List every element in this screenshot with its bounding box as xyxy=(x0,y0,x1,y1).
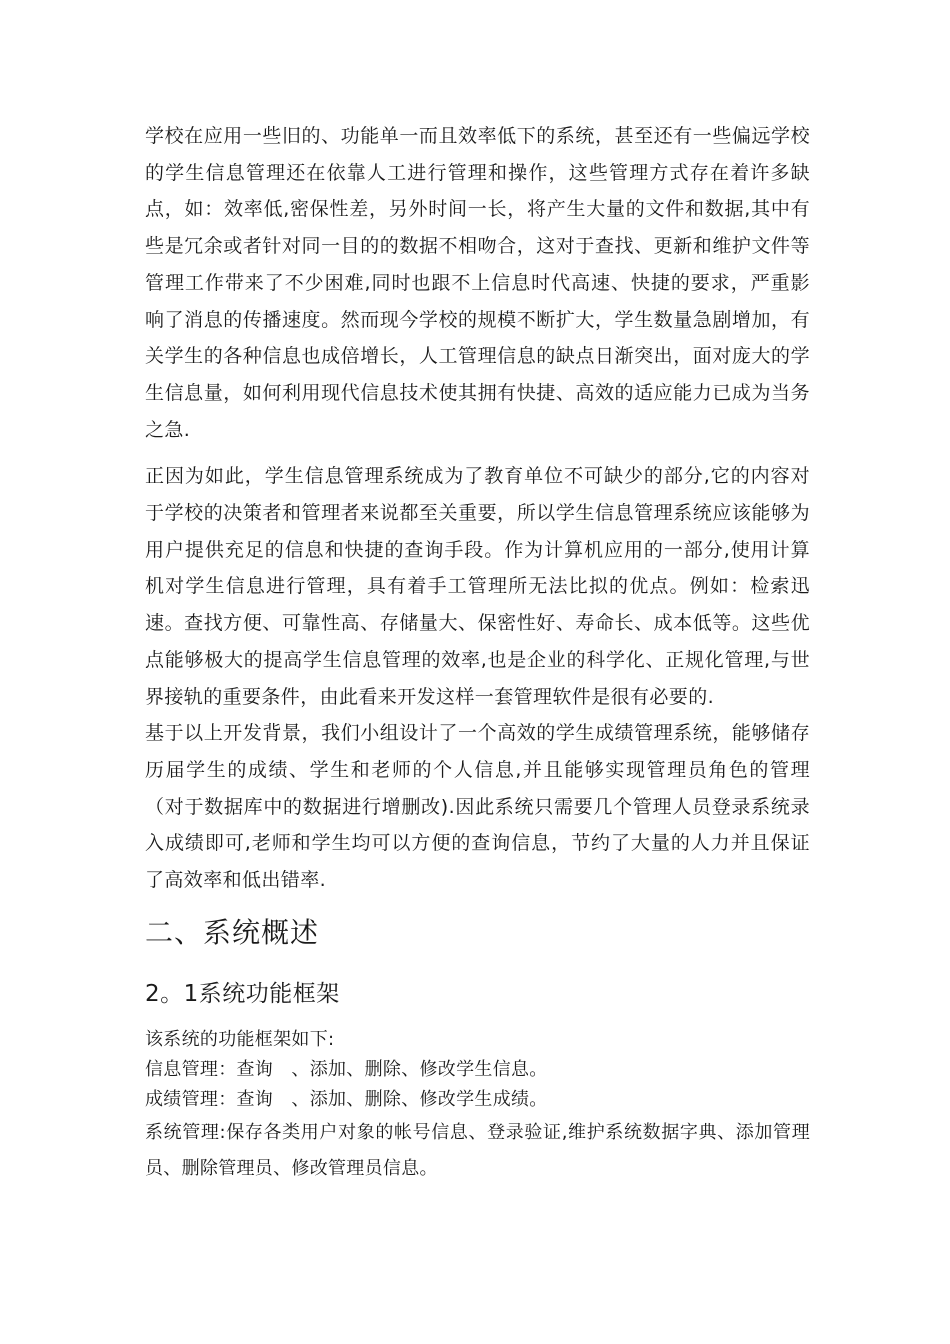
paragraph-importance: 正因为如此，学生信息管理系统成为了教育单位不可缺少的部分,它的内容对于学校的决策者和管理者来说都至关重要，所以学生信息管理系统应该能够为用户提供充足的信息和快捷的查询手段。作为计算机应用的一部分,使用计算机对学生信息进行管理，具有着手工管理所无法比拟的优点。例如：检索迅速。查找方便、可靠性高、存储量大、保密性好、寿命长、成本低等。这些优点能够极大的提高学生信息管理的效率,也是企业的科学化、正规化管理,与世界接轨的重要条件，由此看来开发这样一套管理软件是很有必要的. xyxy=(145,465,810,708)
function-intro: 该系统的功能框架如下: xyxy=(145,1028,335,1050)
function-item-system: 系统管理:保存各类用户对象的帐号信息、登录验证,维护系统数据字典、添加管理员、删除管理员、修改管理员信息。 xyxy=(145,1121,810,1179)
function-list xyxy=(145,1025,810,1187)
function-item-info: 信息管理：查询 、添加、删除、修改学生信息。 xyxy=(145,1058,548,1080)
document-page xyxy=(145,118,810,1187)
function-item-grades: 成绩管理：查询 、添加、删除、修改学生成绩。 xyxy=(145,1088,548,1110)
paragraph-background: 学校在应用一些旧的、功能单一而且效率低下的系统，甚至还有一些偏远学校的学生信息管理还在依靠人工进行管理和操作，这些管理方式存在着许多缺点，如：效率低,密保性差，另外时间一长，将产生大量的文件和数据,其中有些是冗余或者针对同一目的的数据不相吻合，这对于查找、更新和维护文件等管理工作带来了不少困难,同时也跟不上信息时代高速、快捷的要求，严重影响了消息的传播速度。然而现今学校的规模不断扩大，学生数量急剧增加，有关学生的各种信息也成倍增长，人工管理信息的缺点日渐突出，面对庞大的学生信息量，如何利用现代信息技术使其拥有快捷、高效的适应能力已成为当务之急. xyxy=(145,125,810,441)
paragraph-design: 基于以上开发背景，我们小组设计了一个高效的学生成绩管理系统，能够储存历届学生的成绩、学生和老师的个人信息,并且能够实现管理员角色的管理（对于数据库中的数据进行增删改).因此系统只需要几个管理人员登录系统录入成绩即可,老师和学生均可以方便的查询信息，节约了大量的人力并且保证了高效率和低出错率. xyxy=(145,722,810,892)
section-heading: 二、系统概述 xyxy=(145,915,320,949)
subsection-heading: 2。1系统功能框架 xyxy=(145,980,340,1007)
